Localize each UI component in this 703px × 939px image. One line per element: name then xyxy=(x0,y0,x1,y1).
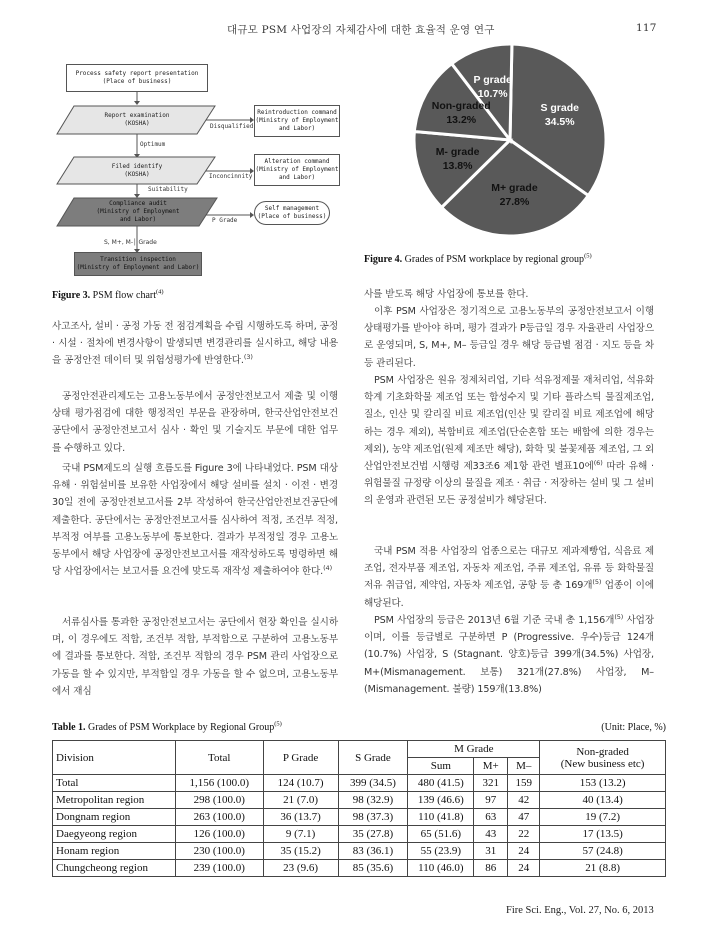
header-s-grade: S Grade xyxy=(338,741,408,775)
header-line: Non-graded xyxy=(576,745,629,758)
right-paragraph-5 xyxy=(364,612,654,698)
table-cell: 83 (36.1) xyxy=(338,843,408,860)
table-cell: Daegyeong region xyxy=(53,826,176,843)
table-cell: Metropolitan region xyxy=(53,792,176,809)
pie-label xyxy=(474,181,554,209)
pie-label-category: P grade xyxy=(473,74,512,87)
caption-label: Table 1. xyxy=(52,722,86,733)
label-optimum: Optimum xyxy=(140,141,166,148)
table-cell: 298 (100.0) xyxy=(175,792,263,809)
right-paragraph-4 xyxy=(364,543,654,612)
table-cell: 47 xyxy=(508,809,540,826)
box-line: Filed identify xyxy=(111,162,163,170)
table-cell: 139 (46.6) xyxy=(408,792,474,809)
table-cell: 263 (100.0) xyxy=(175,809,263,826)
table-cell: Total xyxy=(53,775,176,792)
caption-ref: (5) xyxy=(584,252,592,260)
table-cell: Dongnam region xyxy=(53,809,176,826)
pie-chart xyxy=(410,40,610,240)
paragraph-text: 사업장이며, 이를 등급별로 구분하면 P (Progressive. 우수)등급 124개(10.7%) 사업장, S (Stagnant. 양호)등급 399개(34.5%) 사업장, M+(Mismanagement. 보통) 321개(27.8%) 사업장, M–(Mismanagement. 불량) 159개(13.8%) xyxy=(364,615,654,695)
pie-label-value: 13.8% xyxy=(442,159,473,172)
header-m-minus: M– xyxy=(508,758,540,775)
caption-text: PSM flow chart xyxy=(90,290,156,301)
header-m-grade: M Grade xyxy=(408,741,540,758)
table-cell: 43 xyxy=(474,826,508,843)
box-line: Report examination xyxy=(104,112,170,119)
table-cell: 399 (34.5) xyxy=(338,775,408,792)
header-p-grade: P Grade xyxy=(263,741,338,775)
header-m-plus: M+ xyxy=(474,758,508,775)
table-cell: 24 xyxy=(508,860,540,877)
right-paragraph-2 xyxy=(364,303,654,372)
label-p-grade: P Grade xyxy=(212,217,238,224)
caption-ref: (4) xyxy=(156,288,164,296)
table-cell: 230 (100.0) xyxy=(175,843,263,860)
pie-label-value: 27.8% xyxy=(499,196,530,209)
box-line: (KOSHA) xyxy=(124,120,150,127)
header-division: Division xyxy=(53,741,176,775)
box-line: and Labor) xyxy=(278,125,316,132)
label-suitability: Suitability xyxy=(148,186,188,193)
box-line: Transition inspection xyxy=(100,256,176,263)
left-paragraph-2 xyxy=(52,388,338,457)
citation-ref: (3) xyxy=(243,353,253,362)
figure4-caption xyxy=(364,254,592,265)
table-header-row xyxy=(53,741,666,758)
table-cell: 98 (37.3) xyxy=(338,809,408,826)
box-line: and Labor) xyxy=(278,174,316,181)
pie-label xyxy=(421,99,501,127)
table-cell: 321 xyxy=(474,775,508,792)
box-line: (Ministry of Employment and Labor) xyxy=(76,264,200,271)
table-cell: 126 (100.0) xyxy=(175,826,263,843)
table-cell: 42 xyxy=(508,792,540,809)
table1-caption xyxy=(52,722,282,733)
box-line: (Ministry of Employment xyxy=(255,166,339,173)
table-row xyxy=(53,843,666,860)
table-row xyxy=(53,860,666,877)
pie-chart-svg xyxy=(410,40,610,240)
grades-table xyxy=(52,740,666,877)
table-cell: 35 (15.2) xyxy=(263,843,338,860)
table-cell: 40 (13.4) xyxy=(540,792,666,809)
box-line: Compliance audit xyxy=(109,200,167,207)
pie-label xyxy=(453,73,533,101)
left-paragraph-4 xyxy=(52,614,338,700)
pie-label-value: 13.2% xyxy=(446,114,477,127)
header-sum: Sum xyxy=(408,758,474,775)
box-line: (Place of business) xyxy=(257,213,327,220)
citation-ref: (4) xyxy=(323,564,333,573)
table-cell: 17 (13.5) xyxy=(540,826,666,843)
paragraph-text: PSM 사업장의 등급은 2013년 6월 기준 국내 총 1,156개 xyxy=(374,615,615,626)
box-line: Alteration command xyxy=(264,158,330,165)
paragraph-text: 따라 유해 · 위험물질 규정량 이상의 물질을 제조 · 취급 · 저장하는 설비 및 그 설비의 운영과 관련된 모든 공정설비가 해당된다. xyxy=(364,461,654,507)
table-cell: 98 (32.9) xyxy=(338,792,408,809)
table-cell: 23 (9.6) xyxy=(263,860,338,877)
label-inconcinnity: Inconcinnity xyxy=(209,173,253,180)
table-cell: 19 (7.2) xyxy=(540,809,666,826)
table-cell: 65 (51.6) xyxy=(408,826,474,843)
pie-label-value: 10.7% xyxy=(477,88,508,101)
flow-chart xyxy=(52,55,342,285)
table-cell: 124 (10.7) xyxy=(263,775,338,792)
table-cell: 1,156 (100.0) xyxy=(175,775,263,792)
box-line: Reintroduction command xyxy=(257,109,337,116)
citation-ref: (5) xyxy=(592,578,602,587)
table-cell: 97 xyxy=(474,792,508,809)
left-paragraph-1 xyxy=(52,318,338,370)
table-cell: 55 (23.9) xyxy=(408,843,474,860)
paragraph-text: 이후 PSM 사업장은 정기적으로 고용노동부의 공정안전보고서 이행상태평가를 받아야 하며, 평가 결과가 P등급일 경우 자율관리 사업장으로 운영되며, S, M+, M– 등급일 경우 해당 등급별 점검 · 지도 등을 차등 관리된다. xyxy=(364,306,654,369)
pie-label-category: Non-graded xyxy=(431,100,491,113)
caption-label: Figure 3. xyxy=(52,290,91,301)
box-line: (Ministry of Employment xyxy=(96,208,180,215)
table-cell: 21 (8.8) xyxy=(540,860,666,877)
header-non-graded xyxy=(540,741,666,775)
table-cell: 480 (41.5) xyxy=(408,775,474,792)
box-line: and Labor) xyxy=(119,216,157,223)
table-row xyxy=(53,809,666,826)
box-presentation xyxy=(66,64,208,92)
caption-ref: (5) xyxy=(274,720,282,728)
pie-label-category: M+ grade xyxy=(491,182,538,195)
right-paragraph-3 xyxy=(364,372,654,510)
paragraph-text: 사를 받도록 해당 사업장에 통보를 한다. xyxy=(364,289,529,300)
paragraph-text: 사고조사, 설비 · 공정 가동 전 점검계획을 수립 시행하도록 하며, 공정 · 시설 · 절차에 변경사항이 발생되면 변경관리를 실시하고, 해당 내용을 공정안전 데이터 및 위험성평가에 반영한다. xyxy=(52,321,338,367)
header-line: (New business etc) xyxy=(560,757,645,770)
table-cell: 31 xyxy=(474,843,508,860)
table-row xyxy=(53,826,666,843)
table-cell: 110 (41.8) xyxy=(408,809,474,826)
table-cell: 85 (35.6) xyxy=(338,860,408,877)
figure3-caption xyxy=(52,290,164,301)
citation-ref: (6) xyxy=(593,458,603,467)
box-filed-identify xyxy=(76,156,198,185)
table1-unit: (Unit: Place, %) xyxy=(601,722,666,733)
left-paragraph-3 xyxy=(52,460,338,580)
table-cell: 9 (7.1) xyxy=(263,826,338,843)
label-smm-grade: S, M+, M-│ Grade xyxy=(104,239,157,246)
table-cell: 22 xyxy=(508,826,540,843)
paragraph-text: 업종이 이에 해당된다. xyxy=(364,580,654,609)
pie-label-category: M- grade xyxy=(435,145,480,158)
box-compliance xyxy=(76,197,200,227)
table-cell: 63 xyxy=(474,809,508,826)
pie-label xyxy=(418,145,498,173)
table-cell: 159 xyxy=(508,775,540,792)
caption-text: Grades of PSM workplace by regional group xyxy=(402,254,585,265)
label-disqualified: Disqualified xyxy=(210,123,254,130)
right-paragraph-1 xyxy=(364,286,654,303)
paragraph-text: 국내 PSM 적용 사업장의 업종으로는 대규모 제과제빵업, 식음료 제조업, 전자부품 제조업, 자동차 제조업, 주류 제조업, 유류 등 화학물질 저유 취급업, 제약업, 자동차 제조업, 공항 등 총 169개 xyxy=(364,546,654,592)
citation-ref: (5) xyxy=(614,612,624,621)
table-cell: 24 xyxy=(508,843,540,860)
table-cell: 57 (24.8) xyxy=(540,843,666,860)
box-alteration xyxy=(254,154,340,186)
table-cell: 36 (13.7) xyxy=(263,809,338,826)
pie-label xyxy=(520,101,600,129)
table-cell: Chungcheong region xyxy=(53,860,176,877)
pie-label-value: 34.5% xyxy=(544,115,575,128)
paragraph-text: 국내 PSM제도의 실행 흐름도를 Figure 3에 나타내었다. PSM 대상 유해 · 위험설비를 보유한 사업장에서 해당 설비를 설치 · 이전 · 변경 30일 전에 공정안전보고서를 2부 작성하여 한국산업안전보건공단에 제출한다. 공단에서는 공정안전보고서를 심사하여 적정, 조건부 적정, 부적정 여부를 고용노동부에 통보한다. 결과가 부적정일 경우 고용노동부에서 해당 사업장에 공정안전보고서를 재작성하도록 명령하면 해당 사업장에서는 보고서를 요건에 맞도록 재작성 제출하여야 한다. xyxy=(52,463,338,578)
box-examination xyxy=(76,105,198,135)
box-line: Self management xyxy=(264,205,320,212)
box-reintroduction xyxy=(254,105,340,137)
table-row xyxy=(53,775,666,792)
table-cell: Honam region xyxy=(53,843,176,860)
paragraph-text: 서류심사를 통과한 공정안전보고서는 공단에서 현장 확인을 실시하며, 이 경우에도 적합, 조건부 적합, 부적합으로 구분하여 고용노동부에 결과를 통보한다. 적합, 조건부 적합의 경우 PSM 관리 사업장으로 가동을 할 수 있지만, 부적합일 경우 가동을 할 수 없으며, 고용노동부에서 재심 xyxy=(52,617,338,697)
table-cell: 35 (27.8) xyxy=(338,826,408,843)
box-transition xyxy=(74,252,202,276)
table-cell: 239 (100.0) xyxy=(175,860,263,877)
table-cell: 110 (46.0) xyxy=(408,860,474,877)
running-title: 대규모 PSM 사업장의 자체감사에 대한 효율적 운영 연구 xyxy=(227,24,495,36)
box-line: (KOSHA) xyxy=(124,170,150,178)
caption-label: Figure 4. xyxy=(364,254,403,265)
paragraph-text: 공정안전관리제도는 고용노동부에서 공정안전보고서 제출 및 이행상태 평가점검에 대한 행정적인 부문을 관장하며, 한국산업안전보건공단에서 공정안전보고서 심사 · 확인 및 기술지도 부문에 대한 업무를 수행하고 있다. xyxy=(52,391,338,454)
box-line: Process safety report presentation xyxy=(75,70,199,77)
journal-footer: Fire Sci. Eng., Vol. 27, No. 6, 2013 xyxy=(506,905,654,916)
table-cell: 86 xyxy=(474,860,508,877)
caption-text: Grades of PSM Workplace by Regional Group xyxy=(85,722,275,733)
paragraph-text: PSM 사업장은 원유 정제처리업, 기타 석유정제물 재처리업, 석유화학계 기초화학물 제조업 또는 합성수지 및 기타 플라스틱 물질제조업, 질소, 인산 및 칼리질 비료 제조업(인산 및 칼리질 비료 제조업에 해당하는 경우 제외), 복합비료 제조업(단순혼합 또는 배합에 의한 경우는 제외), 농약 제조업(원제 제조만 해당), 화학 및 불꽃제품 제조업, 그 외 산업안전보건법 시행령 제33조6 제1항 관련 별표10에 xyxy=(364,375,654,473)
header-total: Total xyxy=(175,741,263,775)
pie-label-category: S grade xyxy=(540,101,579,114)
table-cell: 21 (7.0) xyxy=(263,792,338,809)
page-number: 117 xyxy=(636,22,657,34)
box-self-management xyxy=(254,201,330,225)
table-row xyxy=(53,792,666,809)
box-line: (Place of business) xyxy=(102,78,172,85)
box-line: (Ministry of Employment xyxy=(255,117,339,124)
table-cell: 153 (13.2) xyxy=(540,775,666,792)
